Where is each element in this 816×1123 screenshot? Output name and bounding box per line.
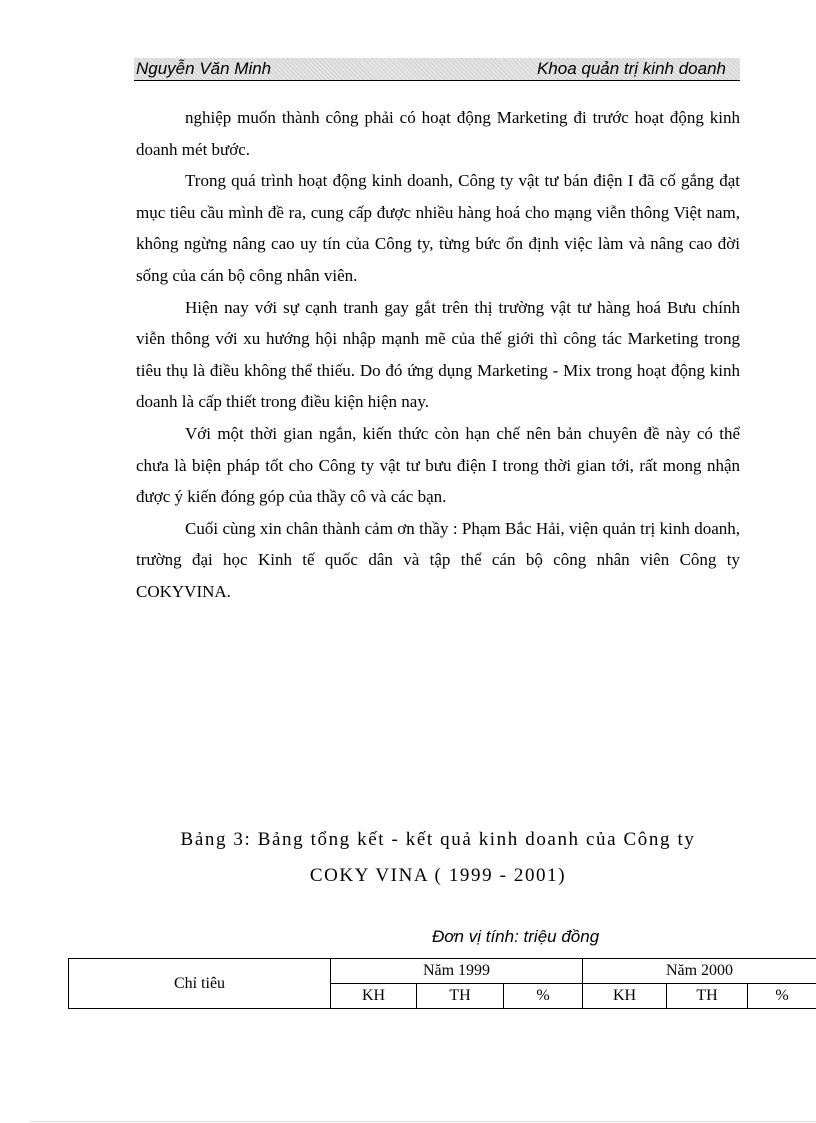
table-title-line-2: COKY VINA ( 1999 - 2001) xyxy=(309,865,567,886)
col-pct-2000: % xyxy=(748,984,816,1009)
row-header-cell: Chỉ tiêu xyxy=(69,959,331,1009)
unit-note: Đơn vị tính: triệu đồng xyxy=(432,927,600,946)
page-header xyxy=(134,58,740,81)
paragraph-3: Hiện nay với sự cạnh tranh gay gắt trên thị trường vật tư hàng hoá Bưu chính viễn thông với xu hướng hội nhập mạnh mẽ của thế giới thì công tác Marketing trong tiêu thụ là điều không thể thiếu. Do đó ứng dụng Marketing - Mix trong hoạt động kinh doanh là cấp thiết trong điều kiện hiện nay. xyxy=(136,297,740,412)
table-title xyxy=(136,822,740,894)
col-th-2000: TH xyxy=(667,984,748,1009)
header-author: Nguyễn Văn Minh xyxy=(136,59,272,78)
paragraph-5: Cuối cùng xin chân thành cảm ơn thầy : Phạm Bắc Hải, viện quản trị kinh doanh, trường đại học Kinh tế quốc dân và tập thể cán bộ công nhân viên Công ty COKYVINA. xyxy=(136,518,740,601)
paragraph-2: Trong quá trình hoạt động kinh doanh, Công ty vật tư bán điện I đã cố gắng đạt mục tiêu cầu mình đề ra, cung cấp được nhiều hàng hoá cho mạng viễn thông Việt nam, không ngừng nâng cao uy tín của Công ty, từng bức ổn định việc làm và nâng cao đời sống của cán bộ công nhân viên. xyxy=(136,171,740,285)
table-header-row xyxy=(69,959,816,984)
col-pct-1999: % xyxy=(504,984,583,1009)
body-text xyxy=(136,102,740,608)
paragraph-4: Với một thời gian ngắn, kiến thức còn hạn chế nên bản chuyên đề này có thể chưa là biện pháp tốt cho Công ty vật tư bưu điện I trong thời gian tới, rất mong nhận được ý kiến đóng góp của thầy cô và các bạn. xyxy=(136,423,740,507)
table-title-line-1: Bảng 3: Bảng tổng kết - kết quả kinh doanh của Công ty xyxy=(180,829,696,850)
col-th-1999: TH xyxy=(417,984,504,1009)
col-kh-2000: KH xyxy=(583,984,667,1009)
year-1999-header: Năm 1999 xyxy=(331,959,583,984)
col-kh-1999: KH xyxy=(331,984,417,1009)
year-2000-header: Năm 2000 xyxy=(583,959,816,984)
header-department: Khoa quản trị kinh doanh xyxy=(536,59,726,78)
results-table xyxy=(68,958,816,1009)
paragraph-1: nghiệp muốn thành công phải có hoạt động Marketing đi trước hoạt động kinh doanh mét bước. xyxy=(136,108,740,159)
page-bottom-divider xyxy=(30,1121,816,1122)
